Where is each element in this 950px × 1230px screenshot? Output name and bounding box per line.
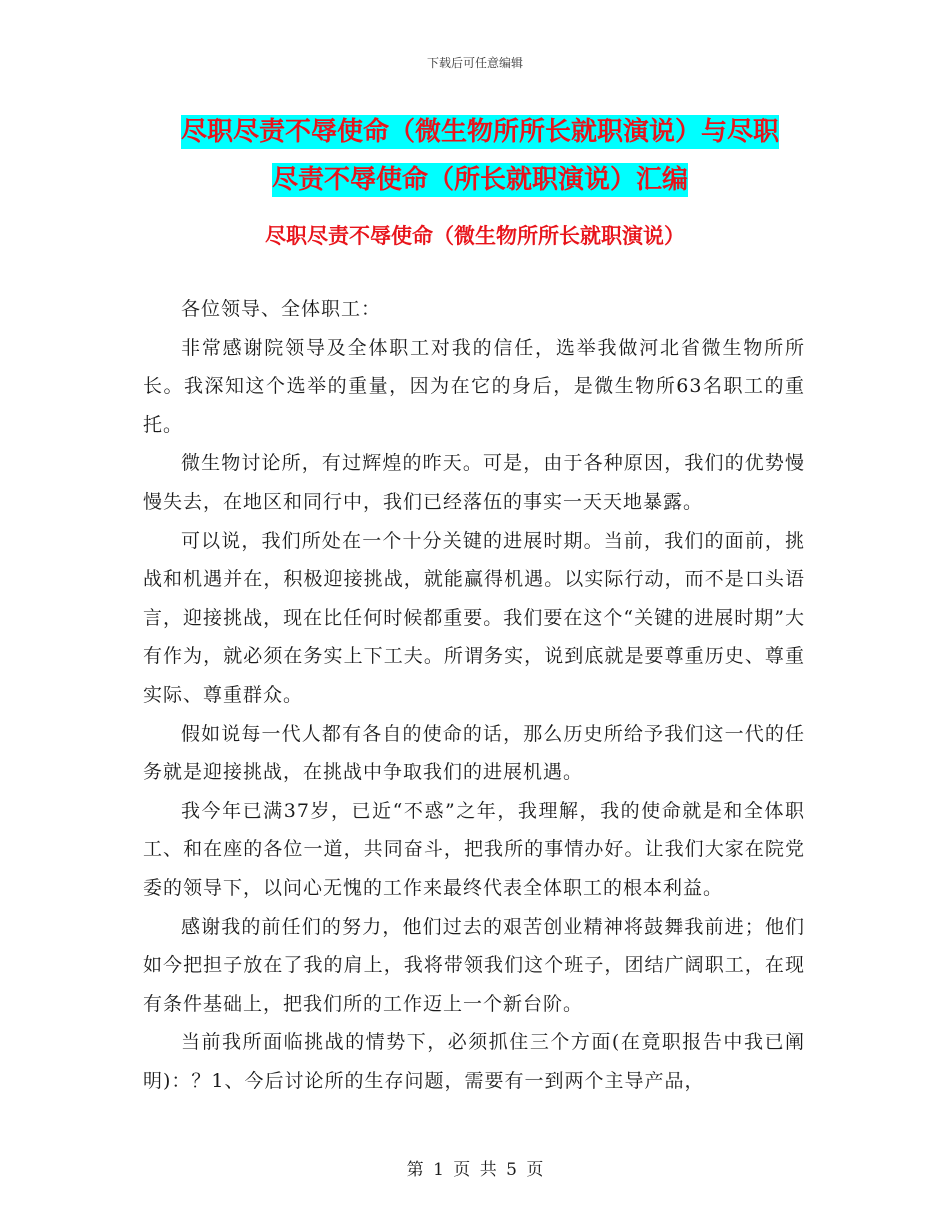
body-paragraph: 感谢我的前任们的努力，他们过去的艰苦创业精神将鼓舞我前进；他们如今把担子放在了我的肩上，我将带领我们这个班子，团结广阔职工，在现有条件基础上，把我们所的工作迈上一个新台阶。 bbox=[143, 915, 805, 1015]
body-text bbox=[143, 290, 805, 1100]
body-paragraph: 可以说，我们所处在一个十分关键的进展时期。当前，我们的面前，挑战和机遇并在，积极迎接挑战，就能赢得机遇。以实际行动，而不是口头语言，迎接挑战，现在比任何时候都重要。我们要在这个“关键的进展时期”大有作为，就必须在务实上下工夫。所谓务实，说到底就是要尊重历史、尊重实际、尊重群众。 bbox=[143, 529, 805, 706]
section-title: 尽职尽责不辱使命（微生物所所长就职演说） bbox=[265, 223, 685, 248]
body-paragraph: 假如说每一代人都有各自的使命的话，那么历史所给予我们这一代的任务就是迎接挑战，在挑战中争取我们的进展机遇。 bbox=[143, 722, 805, 784]
header-note: 下载后可任意编辑 bbox=[426, 56, 523, 70]
body-paragraph: 非常感谢院领导及全体职工对我的信任，选举我做河北省微生物所所长。我深知这个选举的重量，因为在它的身后，是微生物所63名职工的重托。 bbox=[143, 336, 805, 436]
body-paragraph: 微生物讨论所，有过辉煌的昨天。可是，由于各种原因，我们的优势慢慢失去，在地区和同行中，我们已经落伍的事实一天天地暴露。 bbox=[143, 452, 805, 513]
document-title-line-2: 尽责不辱使命（所长就职演说）汇编 bbox=[271, 165, 688, 195]
page-number-footer: 第 1 页 共 5 页 bbox=[406, 1160, 544, 1180]
document-title bbox=[150, 108, 810, 204]
body-paragraph: 当前我所面临挑战的情势下，必须抓住三个方面(在竟职报告中我已阐明)：？1、今后讨论所的生存问题，需要有一到两个主导产品， bbox=[143, 1031, 805, 1092]
salutation-paragraph: 各位领导、全体职工： bbox=[181, 298, 382, 320]
document-title-line-1: 尽职尽责不辱使命（微生物所所长就职演说）与尽职 bbox=[180, 117, 779, 147]
body-paragraph: 我今年已满37岁，已近“不惑”之年，我理解，我的使命就是和全体职工、和在座的各位一道，共同奋斗，把我所的事情办好。让我们大家在院党委的领导下，以问心无愧的工作来最终代表全体职工的根本利益。 bbox=[143, 799, 805, 899]
